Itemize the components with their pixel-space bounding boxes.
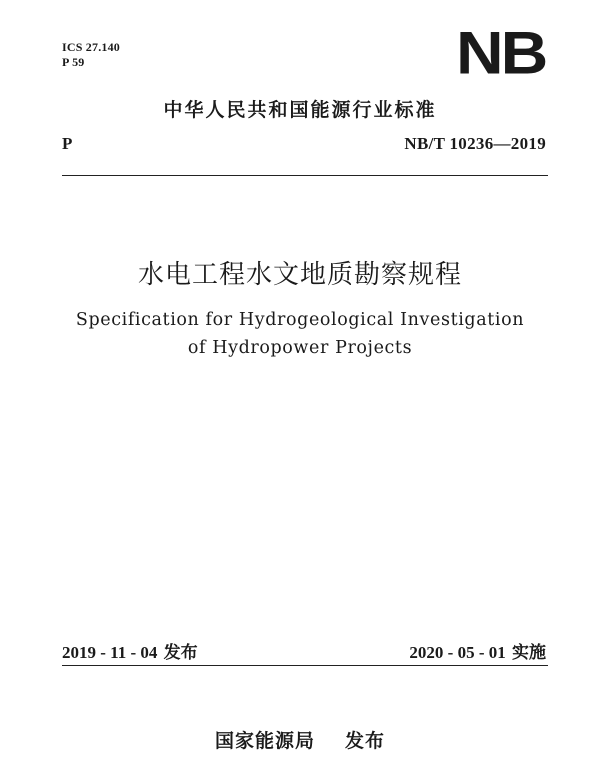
title-english-line2: of Hydropower Projects [187,338,413,358]
issue-label: 发布 [163,643,198,663]
implement-date: 2020 - 05 - 01 [409,643,506,662]
issuer-name: 国家能源局 [214,730,315,752]
issue-date-block [62,638,198,663]
issue-date: 2019 - 11 - 04 [62,643,158,662]
bottom-divider [62,665,548,666]
standard-category: 中华人民共和国能源行业标准 [163,99,437,121]
standard-number: NB/T 10236—2019 [404,134,546,153]
title-chinese: 水电工程水文地质勘察规程 [137,260,462,290]
p-code: P 59 [62,55,85,69]
issuer-action: 发布 [345,730,386,752]
implement-date-block [409,638,546,663]
title-english [0,306,600,362]
issuer-block [0,726,600,753]
nb-logo: NB [456,18,546,87]
top-divider [62,175,548,176]
classification-code: P [62,134,73,153]
title-english-line1: Specification for Hydrogeological Investigation [75,310,525,330]
ics-code: ICS 27.140 [62,40,121,54]
implement-label: 实施 [512,643,546,663]
ics-block [62,40,120,70]
